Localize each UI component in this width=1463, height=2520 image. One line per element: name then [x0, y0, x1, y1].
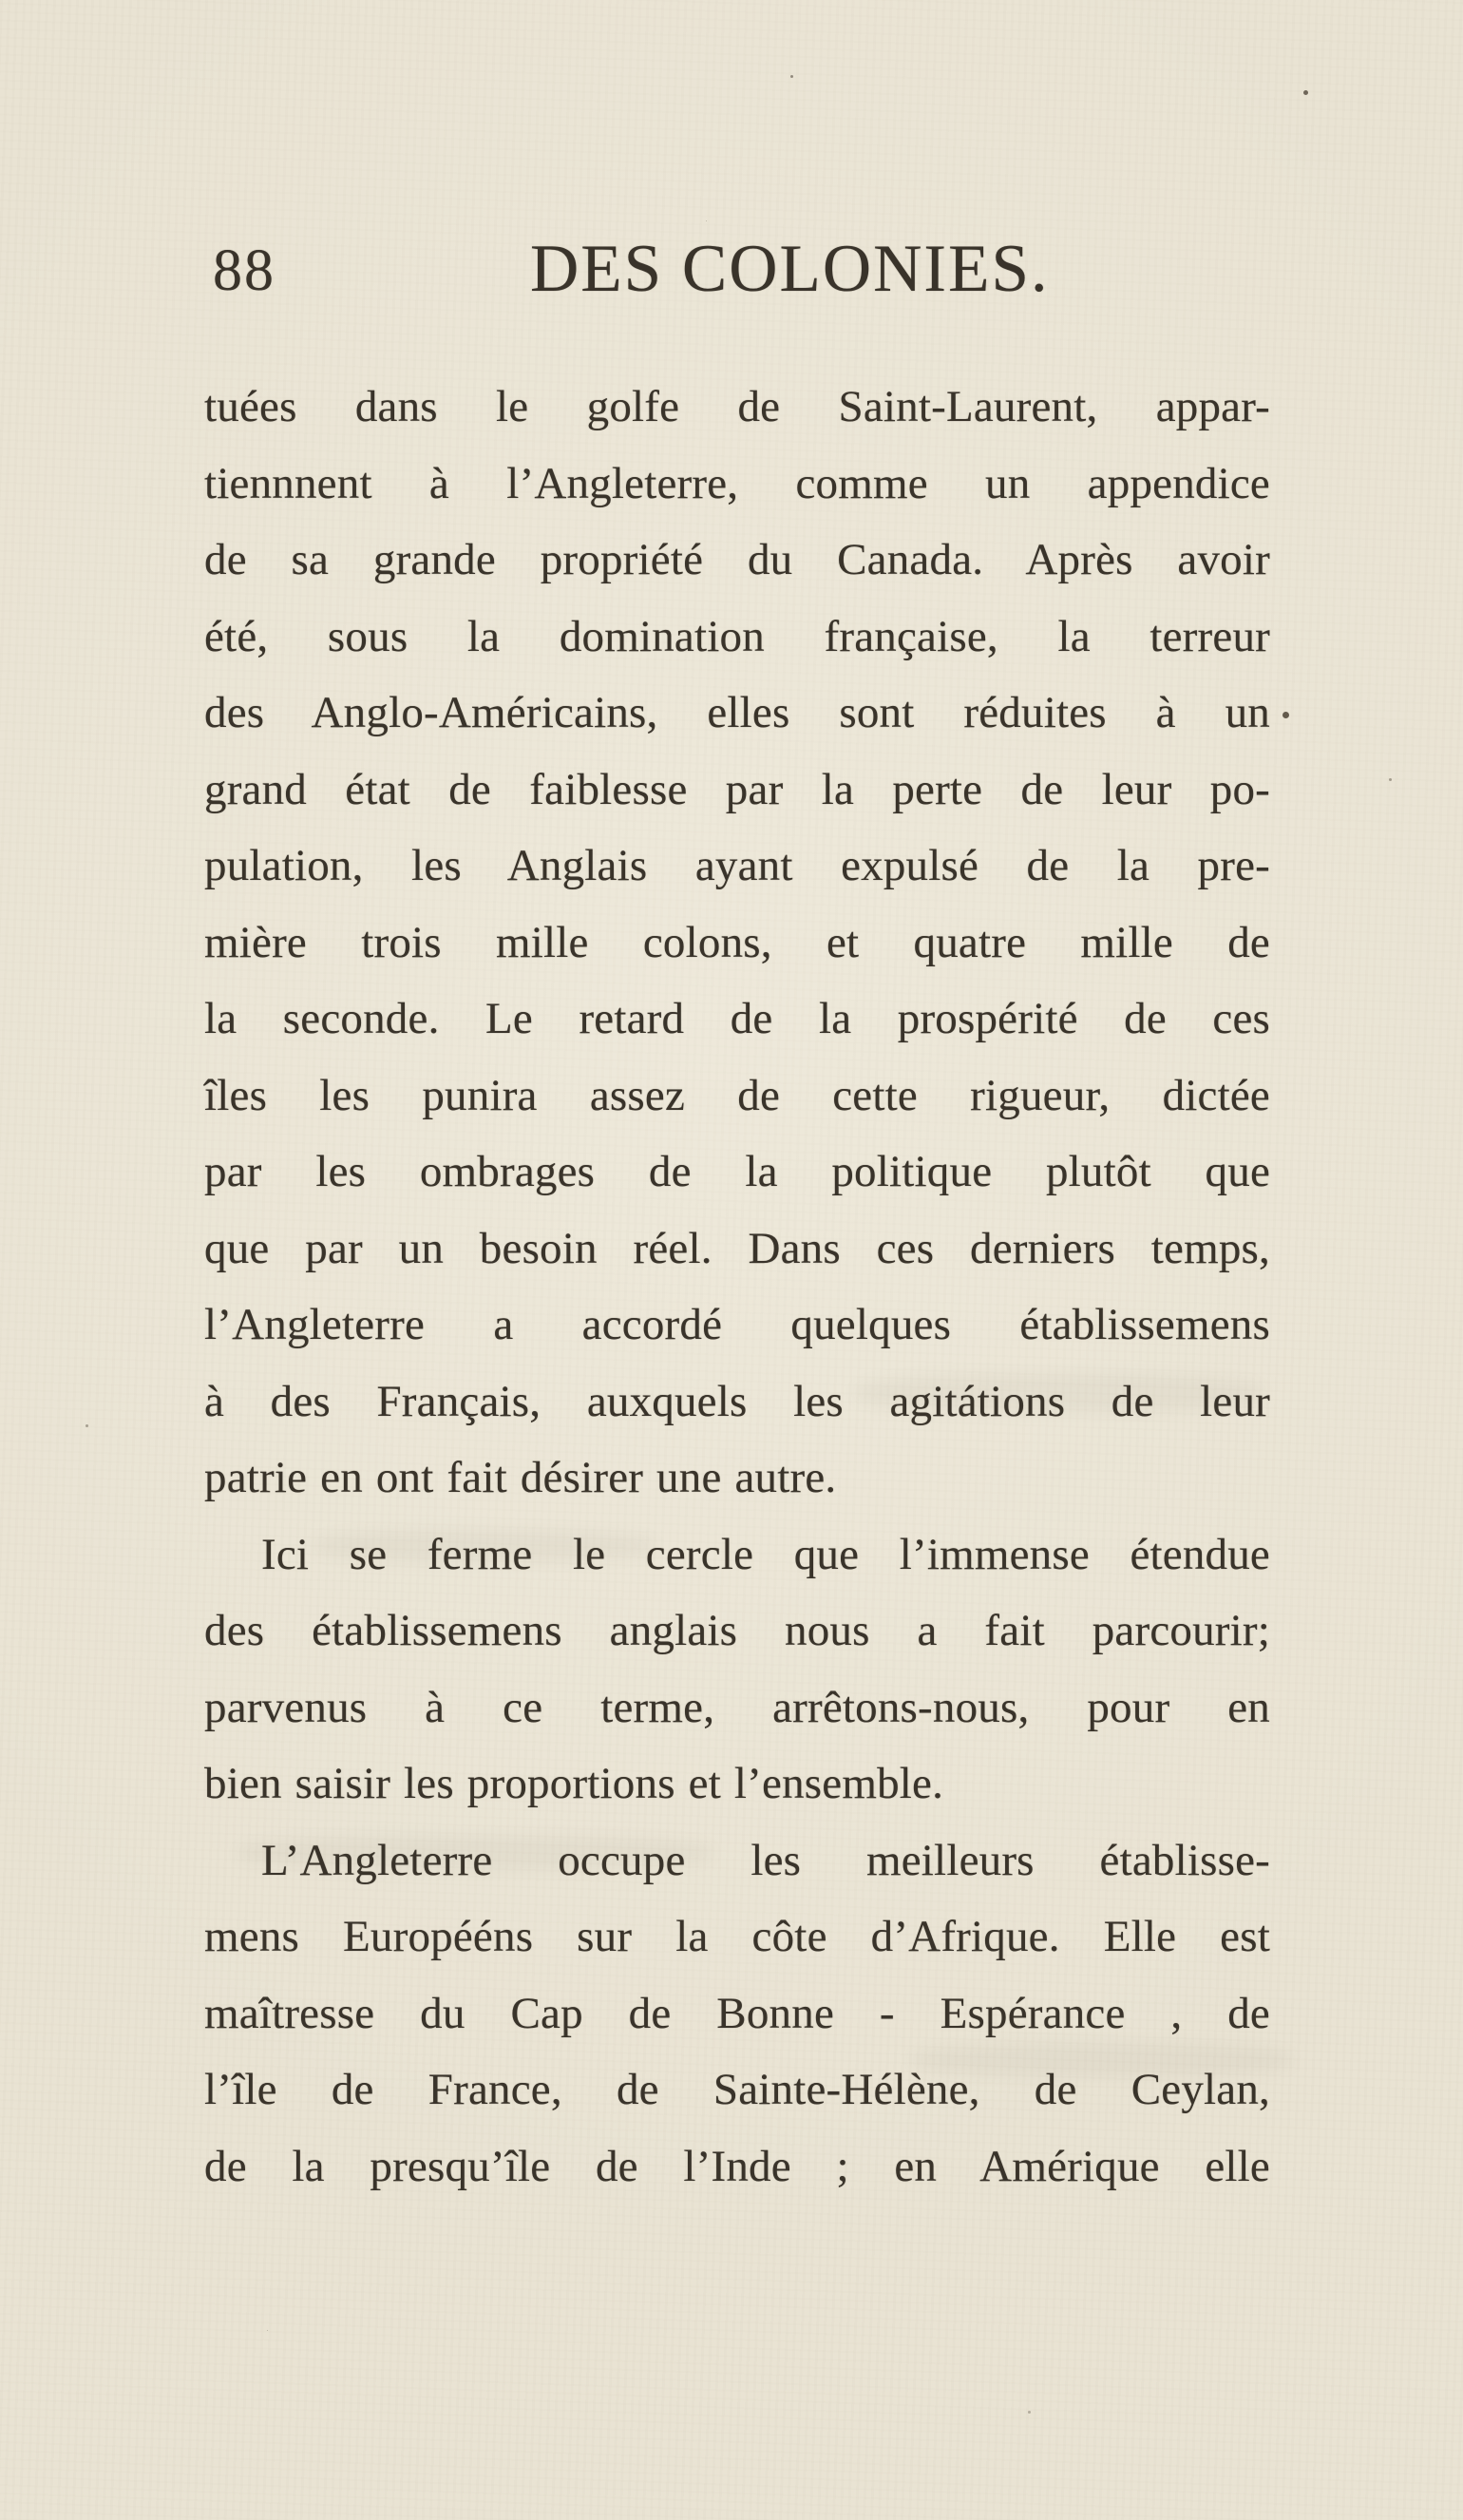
text-line: bien saisir les proportions et l’ensemble. [204, 1759, 944, 1808]
text-line: la seconde. Le retard de la prospérité de ces [204, 994, 1270, 1043]
text-line: de sa grande propriété du Canada. Après avoir [204, 535, 1270, 584]
text-line: îles les punira assez de cette rigueur, dictée [204, 1070, 1270, 1120]
text-line: L’Angleterre occupe les meilleurs établisse- [261, 1835, 1270, 1885]
text-line: mens Europééns sur la côte d’Afrique. Elle est [204, 1912, 1270, 1961]
text-line: patrie en ont fait désirer une autre. [204, 1453, 837, 1502]
text-line: parvenus à ce terme, arrêtons-nous, pour en [204, 1682, 1270, 1732]
text-line: été, sous la domination française, la terreur [204, 611, 1270, 661]
text-line: grand état de faiblesse par la perte de leur po- [204, 764, 1270, 814]
text-line: que par un besoin réel. Dans ces derniers temps, [204, 1223, 1270, 1273]
text-line: maîtresse du Cap de Bonne - Espérance , de [204, 1988, 1270, 2038]
text-line: des Anglo-Américains, elles sont réduites à un [204, 688, 1270, 737]
text-line: à des Français, auxquels les agitátions de leur [204, 1376, 1270, 1426]
text-line: par les ombrages de la politique plutôt que [204, 1147, 1270, 1196]
text-line: l’île de France, de Sainte-Hélène, de Ceylan, [204, 2065, 1270, 2114]
body-text [204, 369, 1270, 2205]
ink-speck [1282, 712, 1289, 718]
text-line: tiennnent à l’Angleterre, comme un appendice [204, 458, 1270, 508]
text-line: de la presqu’île de l’Inde ; en Amérique elle [204, 2141, 1270, 2191]
text-line: pulation, les Anglais ayant expulsé de la pre- [204, 841, 1270, 890]
page-number: 88 [213, 239, 276, 303]
text-line: Ici se ferme le cercle que l’immense étendue [261, 1529, 1270, 1579]
running-title: DES COLONIES. [530, 232, 1050, 306]
text-line: mière trois mille colons, et quatre mille de [204, 917, 1270, 967]
text-line: tuées dans le golfe de Saint-Laurent, appar- [204, 382, 1270, 431]
text-line: des établissemens anglais nous a fait parcourir; [204, 1606, 1270, 1655]
text-line: l’Angleterre a accordé quelques établissemens [204, 1300, 1270, 1349]
